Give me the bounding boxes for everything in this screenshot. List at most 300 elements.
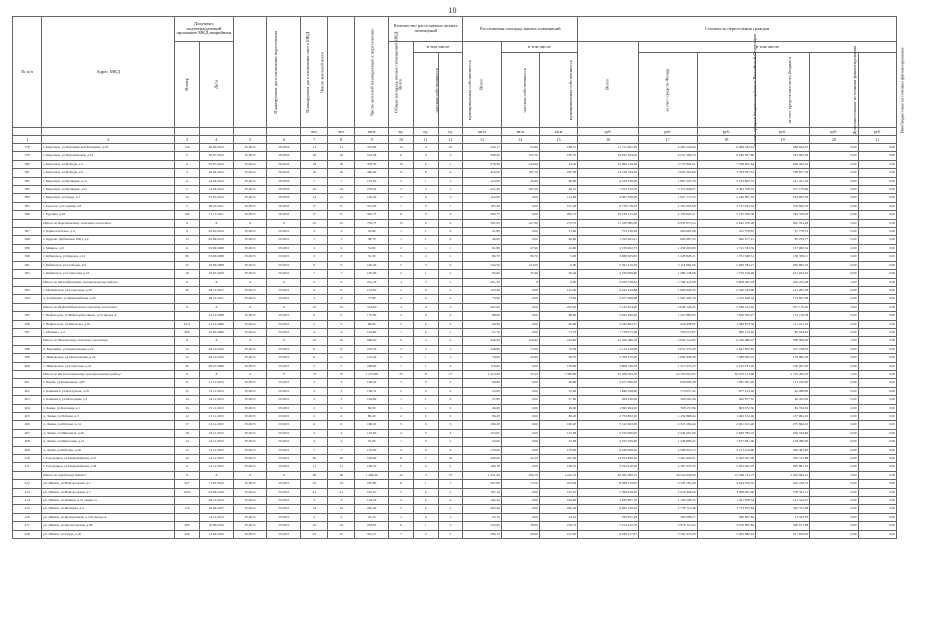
- table-cell: 0,00: [501, 295, 539, 303]
- table-cell: IV.2015: [233, 345, 267, 353]
- table-cell: 0: [413, 387, 438, 395]
- table-cell: 98: [301, 471, 328, 479]
- table-cell: 0,00: [501, 446, 539, 454]
- table-cell: 362 372,48: [756, 505, 810, 513]
- table-cell: 392: [13, 270, 42, 278]
- address-cell: г. Нефтегорск, ул.Нефтедобытчиков, д.55 литера А: [42, 312, 175, 320]
- table-cell: 52,60: [501, 144, 539, 152]
- unit-cell: ед.: [438, 128, 463, 136]
- table-cell: 2: [301, 438, 328, 446]
- table-cell: 7 213 432,76: [578, 522, 639, 530]
- column-number-cell: 16: [578, 136, 639, 144]
- table-cell: 0,00: [810, 354, 858, 362]
- table-cell: 197,40: [463, 202, 501, 210]
- address-cell: д. Лемья, ул.Школьная, д.20: [42, 429, 175, 437]
- table-cell: 900: [175, 328, 200, 336]
- table-cell: 8: [501, 278, 539, 286]
- table-cell: 1: [301, 236, 328, 244]
- table-cell: 123,40: [539, 286, 577, 294]
- table-cell: 0,00: [810, 337, 858, 345]
- table-cell: 14 814 826,00: [578, 455, 639, 463]
- table-cell: 73,90: [463, 295, 501, 303]
- table-cell: 2 830 891,70: [578, 497, 639, 505]
- table-cell: 0,00: [810, 530, 858, 538]
- table-cell: 11: [328, 463, 355, 471]
- table-cell: 14.11.2015: [199, 396, 233, 404]
- table-cell: 1 517 473,23: [639, 362, 698, 370]
- table-cell: 51,00: [355, 244, 389, 252]
- table-cell: 0: [413, 429, 438, 437]
- address-cell: г. Мирное, д.9: [42, 244, 175, 252]
- table-cell: 2: [389, 244, 414, 252]
- table-cell: 159 286,00: [756, 438, 810, 446]
- table-cell: IV.2015: [267, 396, 301, 404]
- table-cell: 13.04.2012: [199, 186, 233, 194]
- table-cell: 0,00: [858, 303, 896, 311]
- subtotal-row: [13, 471, 897, 479]
- table-cell: 0: [438, 362, 463, 370]
- table-cell: 0,00: [810, 228, 858, 236]
- table-cell: 0,00: [810, 438, 858, 446]
- table-cell: 0,00: [858, 497, 896, 505]
- resettlement-table-sheet: [12, 16, 905, 539]
- subtotal-row: [13, 278, 897, 286]
- table-cell: 2 315 262,44: [639, 421, 698, 429]
- table-cell: 0,00: [810, 169, 858, 177]
- table-cell: IV.2015: [267, 295, 301, 303]
- table-cell: 5 512 482,00: [578, 421, 639, 429]
- table-cell: 0,00: [810, 320, 858, 328]
- table-cell: 0,00: [810, 396, 858, 404]
- table-cell: 104,80: [355, 328, 389, 336]
- table-cell: 74,30: [539, 345, 577, 353]
- table-cell: 2 340 324,60: [697, 286, 756, 294]
- table-cell: 295,75: [463, 211, 501, 219]
- table-cell: 29.12.2011: [199, 295, 233, 303]
- table-cell: 5: [328, 320, 355, 328]
- header-area-municipal: муниципальная собственность: [539, 53, 577, 128]
- table-cell: X: [175, 303, 200, 311]
- table-cell: 4: [328, 328, 355, 336]
- units-row: [13, 128, 897, 136]
- table-cell: 98: [328, 471, 355, 479]
- table-cell: 2: [328, 404, 355, 412]
- address-cell: г. Кубинское, ул.Советская, д.10: [42, 270, 175, 278]
- table-cell: 14: [301, 505, 328, 513]
- table-cell: IV.2015: [233, 463, 267, 471]
- table-cell: X: [199, 471, 233, 479]
- table-cell: 15.11.2015: [199, 404, 233, 412]
- table-cell: 3: [389, 253, 414, 261]
- table-cell: X: [267, 471, 301, 479]
- table-cell: 5 566 818,00: [578, 488, 639, 496]
- table-cell: 3 271 419,90: [697, 446, 756, 454]
- table-cell: 544,60: [355, 303, 389, 311]
- table-cell: 3: [413, 278, 438, 286]
- table-cell: 275 604,10: [756, 421, 810, 429]
- table-cell: 6 449 086,97: [697, 337, 756, 345]
- table-cell: 0: [438, 396, 463, 404]
- table-row: [13, 169, 897, 177]
- table-cell: X: [233, 337, 267, 345]
- table-cell: 1: [413, 177, 438, 185]
- table-cell: 4: [301, 429, 328, 437]
- table-cell: 0,00: [810, 295, 858, 303]
- table-cell: 84 764,50: [756, 404, 810, 412]
- table-cell: 43,90: [539, 244, 577, 252]
- table-cell: 0,00: [501, 438, 539, 446]
- table-cell: 137 964,10: [756, 413, 810, 421]
- table-cell: 134: [175, 144, 200, 152]
- table-cell: 26.09.2013: [199, 144, 233, 152]
- table-cell: 48,70: [539, 354, 577, 362]
- table-cell: 2: [389, 354, 414, 362]
- table-cell: 1: [438, 244, 463, 252]
- table-cell: 19: [301, 186, 328, 194]
- table-cell: 2: [389, 177, 414, 185]
- table-cell: 1 258 495,80: [639, 244, 698, 252]
- table-cell: 2 102 233,20: [697, 362, 756, 370]
- table-cell: 2 187 055,70: [639, 463, 698, 471]
- table-cell: X: [199, 219, 233, 227]
- table-cell: 29: [328, 337, 355, 345]
- table-cell: 12.11.2015: [199, 455, 233, 463]
- table-cell: IV.2015: [233, 455, 267, 463]
- table-row: [13, 505, 897, 513]
- table-cell: 18: [328, 160, 355, 168]
- table-cell: IV.2016: [267, 160, 301, 168]
- table-cell: 295,75: [539, 211, 577, 219]
- table-cell: [13, 370, 42, 378]
- table-cell: 21: [301, 488, 328, 496]
- table-cell: 385: [13, 202, 42, 210]
- table-cell: 2711: [175, 320, 200, 328]
- table-cell: 0: [413, 413, 438, 421]
- table-cell: IV.2015: [233, 169, 267, 177]
- table-cell: 52,00: [539, 438, 577, 446]
- table-cell: IV.2015: [267, 312, 301, 320]
- table-cell: 6: [301, 421, 328, 429]
- unit-cell: чел.: [301, 128, 328, 136]
- table-cell: 680 487,43: [639, 236, 698, 244]
- table-cell: X: [233, 303, 267, 311]
- table-cell: 1: [389, 404, 414, 412]
- table-cell: 160,20: [463, 421, 501, 429]
- table-body: [13, 144, 897, 539]
- table-cell: 123,00: [355, 177, 389, 185]
- table-cell: 4: [389, 497, 414, 505]
- unit-cell: руб.: [810, 128, 858, 136]
- table-cell: 5: [438, 421, 463, 429]
- table-cell: 706 931,28: [578, 513, 639, 521]
- table-cell: 2: [328, 413, 355, 421]
- table-cell: 1 289 873,59: [697, 320, 756, 328]
- table-cell: 13.11.2015: [199, 513, 233, 521]
- table-cell: 16: [328, 152, 355, 160]
- table-cell: 111 101,35: [756, 320, 810, 328]
- table-cell: 0,00: [858, 513, 896, 521]
- address-cell: г. Горелое, ул.Садовая, д.8: [42, 202, 175, 210]
- table-cell: 7: [301, 446, 328, 454]
- table-cell: 774 057,42: [639, 387, 698, 395]
- table-cell: 3: [301, 396, 328, 404]
- header-rooms-total: Всего: [389, 42, 414, 128]
- unit-cell: чел.: [328, 128, 355, 136]
- table-cell: 265 895,33: [756, 261, 810, 269]
- table-cell: 74,70: [501, 480, 539, 488]
- table-row: [13, 497, 897, 505]
- table-cell: 3: [413, 152, 438, 160]
- table-cell: 197,40: [539, 202, 577, 210]
- column-numbers-row: [13, 136, 897, 144]
- table-cell: 0,00: [858, 144, 896, 152]
- table-cell: 223,20: [539, 480, 577, 488]
- table-cell: 3: [389, 345, 414, 353]
- column-number-cell: 6: [267, 136, 301, 144]
- table-cell: 0: [413, 446, 438, 454]
- table-cell: 0,00: [810, 160, 858, 168]
- table-cell: 2: [175, 202, 200, 210]
- table-cell: 3: [301, 387, 328, 395]
- table-cell: 13.11.2015: [199, 438, 233, 446]
- table-cell: 16: [175, 270, 200, 278]
- table-cell: 16.09.2008: [199, 261, 233, 269]
- table-cell: 389: [13, 244, 42, 252]
- table-cell: 0,00: [810, 404, 858, 412]
- table-cell: 3 220 699,60: [578, 270, 639, 278]
- table-cell: 6: [175, 177, 200, 185]
- table-cell: 386: [13, 211, 42, 219]
- table-cell: 5: [175, 152, 200, 160]
- table-cell: 382: [13, 177, 42, 185]
- table-cell: 1: [413, 354, 438, 362]
- table-cell: IV.2015: [233, 513, 267, 521]
- table-cell: 19: [301, 480, 328, 488]
- table-cell: 14: [328, 505, 355, 513]
- table-cell: 5: [175, 186, 200, 194]
- table-cell: 425,90: [539, 455, 577, 463]
- table-cell: 5: [438, 530, 463, 538]
- table-cell: 9: [328, 261, 355, 269]
- table-cell: 2 826 785,16: [697, 429, 756, 437]
- address-cell: г. Нефтегорск, ул.Пирогова, д.32: [42, 320, 175, 328]
- table-cell: 5: [389, 421, 414, 429]
- table-cell: IV.2015: [233, 379, 267, 387]
- table-cell: 1: [413, 480, 438, 488]
- table-cell: 0,00: [810, 303, 858, 311]
- table-cell: 100,40: [501, 337, 539, 345]
- table-cell: 3: [389, 186, 414, 194]
- table-cell: X: [175, 278, 200, 286]
- header-cost-fund: за счет средств Фонда: [639, 53, 698, 128]
- column-number-cell: 1: [13, 136, 42, 144]
- table-cell: 124,50: [463, 261, 501, 269]
- table-cell: 0,00: [810, 463, 858, 471]
- table-cell: 405: [175, 522, 200, 530]
- table-cell: 11: [175, 244, 200, 252]
- table-row: [13, 312, 897, 320]
- table-cell: 30: [175, 286, 200, 294]
- address-cell: г. Кубинское, ул.Свободы, д.6: [42, 261, 175, 269]
- table-cell: 1 627 171,52: [639, 194, 698, 202]
- address-cell: г. Лемья, ул.Болховая, д.1: [42, 404, 175, 412]
- table-cell: 1: [389, 396, 414, 404]
- table-cell: 407: [13, 429, 42, 437]
- table-cell: 2: [438, 295, 463, 303]
- table-cell: 8: [301, 345, 328, 353]
- column-number-cell: 3: [175, 136, 200, 144]
- table-cell: 3 158 902,73: [578, 244, 639, 252]
- table-cell: 2: [413, 530, 438, 538]
- table-cell: 1 778 971,08: [578, 328, 639, 336]
- header-rooms-private: частная собственность: [413, 53, 438, 128]
- table-cell: 0,00: [858, 404, 896, 412]
- table-cell: 37: [438, 471, 463, 479]
- table-cell: 0,00: [858, 261, 896, 269]
- table-cell: 1: [438, 354, 463, 362]
- table-cell: 190 207,30: [756, 362, 810, 370]
- table-cell: 3 828 095,18: [697, 278, 756, 286]
- table-cell: 9: [413, 160, 438, 168]
- table-cell: 0,00: [858, 488, 896, 496]
- table-cell: 3: [328, 396, 355, 404]
- table-cell: 17: [301, 202, 328, 210]
- table-cell: 242,17: [463, 144, 501, 152]
- table-cell: 12.04.2010: [199, 530, 233, 538]
- table-cell: 412: [13, 480, 42, 488]
- table-cell: 208,79: [501, 471, 539, 479]
- table-cell: 51,70: [539, 328, 577, 336]
- table-cell: 405: [13, 413, 42, 421]
- table-cell: 11.11.2015: [199, 379, 233, 387]
- table-cell: 416,00: [463, 169, 501, 177]
- table-cell: 2: [438, 337, 463, 345]
- table-cell: 33,10: [501, 455, 539, 463]
- table-cell: 265,40: [355, 505, 389, 513]
- table-cell: 34,30: [539, 160, 577, 168]
- table-cell: 66,90: [539, 320, 577, 328]
- table-cell: 89,70: [501, 253, 539, 261]
- table-row: [13, 488, 897, 496]
- table-row: [13, 202, 897, 210]
- table-cell: 929 430,00: [578, 396, 639, 404]
- table-cell: 2 841 852,85: [697, 345, 756, 353]
- table-row: [13, 152, 897, 160]
- table-cell: 5 591 216,56: [578, 261, 639, 269]
- table-cell: 0,00: [858, 328, 896, 336]
- table-cell: IV.2015: [267, 354, 301, 362]
- table-cell: 391: [13, 261, 42, 269]
- table-cell: 03.09.2008: [199, 244, 233, 252]
- table-cell: 4: [438, 169, 463, 177]
- table-cell: 7 784 947,61: [697, 169, 756, 177]
- column-number-cell: 19: [756, 136, 810, 144]
- table-row: [13, 295, 897, 303]
- table-cell: 409: [13, 446, 42, 454]
- table-cell: 0,00: [858, 354, 896, 362]
- table-cell: 2 049 684,41: [756, 471, 810, 479]
- table-row: [13, 228, 897, 236]
- table-cell: 118,60: [539, 362, 577, 370]
- table-cell: 388: [13, 236, 42, 244]
- table-cell: 0,00: [858, 379, 896, 387]
- table-cell: 0,00: [858, 396, 896, 404]
- table-cell: IV.2015: [267, 253, 301, 261]
- table-cell: 52,00: [355, 438, 389, 446]
- table-cell: 257 738,03: [756, 345, 810, 353]
- table-row: [13, 446, 897, 454]
- table-cell: IV.2015: [233, 438, 267, 446]
- table-cell: 0,00: [810, 177, 858, 185]
- table-cell: 0,00: [810, 497, 858, 505]
- table-cell: 0: [413, 488, 438, 496]
- table-cell: 5: [438, 488, 463, 496]
- table-cell: [175, 295, 200, 303]
- table-cell: IV.2015: [267, 379, 301, 387]
- table-cell: 0,00: [810, 202, 858, 210]
- table-cell: 0,00: [501, 303, 539, 311]
- table-cell: 501,00: [463, 219, 501, 227]
- table-cell: 17 239 006,00: [578, 219, 639, 227]
- address-cell: с. Никольское, ул.Центральная, д.22: [42, 354, 175, 362]
- table-cell: 1 413,90: [463, 370, 501, 378]
- table-cell: 1 696 994,00: [578, 404, 639, 412]
- table-row: [13, 354, 897, 362]
- address-cell: Итого по Кирсановскому сельскому поселению:: [42, 219, 175, 227]
- table-cell: X: [175, 370, 200, 378]
- unit-cell: руб.: [858, 128, 896, 136]
- table-cell: X: [267, 219, 301, 227]
- table-cell: 7 349 605,64: [697, 160, 756, 168]
- table-cell: 5: [438, 463, 463, 471]
- table-cell: 0,00: [501, 513, 539, 521]
- table-row: [13, 522, 897, 530]
- unit-cell: кв.м: [355, 128, 389, 136]
- table-cell: 15.11.2015: [199, 421, 233, 429]
- table-cell: 3: [328, 253, 355, 261]
- table-cell: 293,65: [355, 522, 389, 530]
- table-cell: 98,50: [501, 530, 539, 538]
- table-cell: 403: [13, 396, 42, 404]
- table-cell: 8: [438, 211, 463, 219]
- address-cell: г. Городецкое, ул.Первомайская, д.51: [42, 455, 175, 463]
- table-cell: 14: [328, 194, 355, 202]
- column-number-cell: 20: [810, 136, 858, 144]
- table-cell: 416: [13, 513, 42, 521]
- table-cell: 110: [175, 505, 200, 513]
- table-cell: 1: [438, 513, 463, 521]
- table-cell: 10: [389, 160, 414, 168]
- table-cell: IV.2015: [267, 421, 301, 429]
- table-cell: 0,00: [810, 345, 858, 353]
- table-cell: [175, 312, 200, 320]
- table-cell: 17: [301, 211, 328, 219]
- table-cell: 406: [13, 421, 42, 429]
- table-cell: 6: [413, 219, 438, 227]
- table-cell: 0: [413, 497, 438, 505]
- table-cell: 166,10: [355, 463, 389, 471]
- table-cell: 0,00: [858, 194, 896, 202]
- table-cell: IV.2015: [267, 328, 301, 336]
- table-cell: 27,80: [539, 396, 577, 404]
- address-cell: рп. Шимск, ул.Пролетарская, д.38: [42, 522, 175, 530]
- table-cell: IV.2015: [267, 429, 301, 437]
- table-cell: 383: [13, 186, 42, 194]
- table-cell: 18 344 038,00: [639, 471, 698, 479]
- table-cell: 6: [389, 522, 414, 530]
- table-cell: 136 980,50: [756, 354, 810, 362]
- table-cell: 15: [175, 354, 200, 362]
